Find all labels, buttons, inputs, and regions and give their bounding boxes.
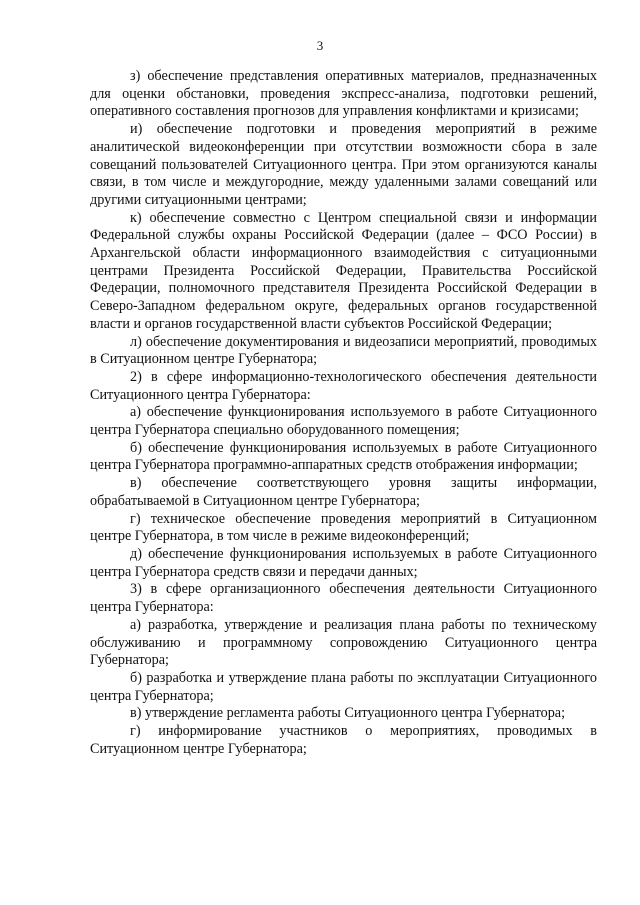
paragraph-2v: в) обеспечение соответствующего уровня защиты информации, обрабатываемой в Ситуационном центре Губернатора; (90, 475, 597, 509)
paragraph-k: к) обеспечение совместно с Центром специальной связи и информации Федеральной службы охраны Российской Федерации (далее – ФСО России) в Архангельской области информационного взаимодействия с ситуационными центрами Президента Российской Федерации, Правительства Российской Федерации, полномочного представителя Президента Российской Федерации в Северо-Западном федеральном округе, федеральных органов государственной власти и органов государственной власти субъектов Российской Федерации; (90, 209, 597, 332)
paragraph-3v: в) утверждение регламента работы Ситуационного центра Губернатора; (130, 705, 566, 722)
paragraph-2a: а) обеспечение функционирования используемого в работе Ситуационного центра Губернатора специально оборудованного помещения; (90, 404, 597, 439)
paragraph-i: и) обеспечение подготовки и проведения мероприятий в режиме аналитической видеоконференции при отсутствии возможности сбора в зале совещаний пользователей Ситуационного центра. При этом организуются каналы связи, в том числе и междугородние, между удаленными залами совещаний или другими ситуационными центрами; (90, 121, 597, 208)
section-2-heading: 2) в сфере информационно-технологического обеспечения деятельности Ситуационного центра Губернатора: (90, 368, 597, 403)
paragraph-l: л) обеспечение документирования и видеозаписи мероприятий, проводимых в Ситуационном центре Губернатора; (90, 333, 597, 368)
paragraph-3g: г) информирование участников о мероприятиях, проводимых в Ситуационном центре Губернатора; (90, 723, 597, 757)
paragraph-3b: б) разработка и утверждение плана работы по эксплуатации Ситуационного центра Губернатора; (90, 669, 597, 704)
paragraph-2g: г) техническое обеспечение проведения мероприятий в Ситуационном центре Губернатора, в том числе в режиме видеоконференций; (90, 510, 597, 545)
paragraph-z: з) обеспечение представления оперативных материалов, предназначенных для оценки обстановки, проведения экспресс-анализа, подготовки решений, оперативного составления прогнозов для управления конфликтами и кризисами; (90, 68, 597, 120)
paragraph-2b: б) обеспечение функционирования используемых в работе Ситуационного центра Губернатора программно-аппаратных средств отображения информации; (90, 439, 597, 474)
page-number: 3 (316, 38, 324, 53)
paragraph-3a: а) разработка, утверждение и реализация плана работы по техническому обслуживанию и программному сопровождению Ситуационного центра Губернатора; (90, 616, 597, 669)
paragraph-2d: д) обеспечение функционирования используемых в работе Ситуационного центра Губернатора средств связи и передачи данных; (90, 545, 597, 580)
section-3-heading: 3) в сфере организационного обеспечения деятельности Ситуационного центра Губернатора: (90, 581, 597, 616)
document-body (90, 68, 597, 758)
